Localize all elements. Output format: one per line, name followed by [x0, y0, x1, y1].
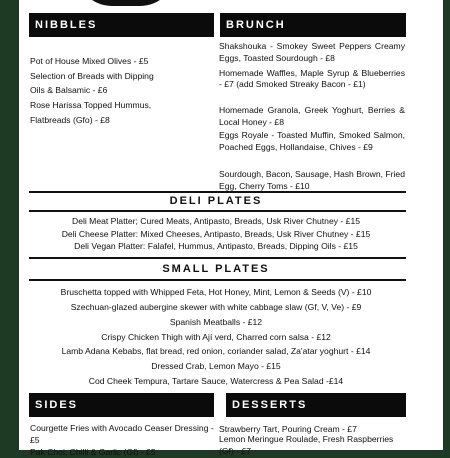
small-plates-item-5: Lamb Adana Kebabs, flat bread, red onion, coriander salad, Za'atar yoghurt - £14	[61, 346, 371, 356]
nibbles-item-3: Oils & Balsamic - £6	[30, 85, 108, 95]
deli-top-rule	[29, 191, 406, 193]
deli-item-2: Deli Cheese Platter: Mixed Cheeses, Antipasto, Breads, Usk River Chutney - £15	[61, 229, 371, 239]
desserts-header: DESSERTS	[226, 393, 406, 417]
desserts-item-2: Lemon Meringue Roulade, Fresh Raspberries (Gf) - £7	[219, 434, 394, 456]
sides-item-2: Pak Choi, Chilli & Garlic (Gf) - £5	[30, 447, 156, 457]
desserts-item-1: Strawberry Tart, Pouring Cream - £7	[219, 424, 357, 434]
brunch-item-1: Shakshouka - Smokey Sweet Peppers Creamy Eggs, Toasted Sourdough - £8	[219, 41, 405, 63]
deli-item-1: Deli Meat Platter; Cured Meats, Antipasto, Breads, Usk River Chutney - £15	[71, 216, 361, 226]
deli-item-3: Deli Vegan Platter: Falafel, Hummus, Antipasto, Breads, Dipping Oils - £15	[74, 241, 358, 251]
nibbles-item-5: Flatbreads (Gfo) - £8	[30, 115, 110, 125]
deli-plates-title: DELI PLATES	[169, 195, 263, 207]
brunch-header: BRUNCH	[220, 13, 406, 37]
logo-mark	[76, 0, 176, 6]
menu-page	[19, 0, 443, 457]
sides-item-1: Courgette Fries with Avocado Ceaser Dressing - £5	[30, 423, 214, 445]
deli-bottom-rule	[29, 210, 406, 212]
small-plates-item-1: Bruschetta topped with Whipped Feta, Hot Honey, Mint, Lemon & Seeds (V) - £10	[60, 287, 372, 297]
sides-header: SIDES	[29, 393, 214, 417]
brunch-item-5: Sourdough, Bacon, Sausage, Hash Brown, Fried Egg, Cherry Toms - £10	[219, 169, 405, 191]
small-plates-item-3: Spanish Meatballs - £12	[169, 317, 263, 327]
brunch-item-2: Homemade Waffles, Maple Syrup & Blueberries - £7 (add Smoked Streaky Bacon - £1)	[219, 68, 405, 89]
small-plates-item-6: Dressed Crab, Lemon Mayo - £15	[151, 361, 281, 371]
small-plates-item-7: Cod Cheek Tempura, Tartare Sauce, Watercress & Pea Salad -£14	[88, 376, 344, 386]
small-plates-item-4: Crispy Chicken Thigh with Ají verd, Charred corn salsa - £12	[101, 332, 331, 342]
brunch-item-4: Eggs Royale - Toasted Muffin, Smoked Salmon, Poached Eggs, Hollandaise, Chives - £9	[219, 130, 405, 152]
small-plates-title: SMALL PLATES	[162, 263, 270, 275]
nibbles-item-1: Pot of House Mixed Olives - £5	[30, 56, 149, 66]
nibbles-item-2: Selection of Breads with Dipping	[30, 71, 154, 81]
small-plates-item-2: Szechuan-glazed aubergine skewer with white cabbage slaw (Gf, V, Ve) - £9	[70, 302, 362, 312]
nibbles-header: NIBBLES	[29, 13, 214, 37]
small-plates-bottom-rule	[29, 279, 406, 281]
brunch-item-3: Homemade Granola, Greek Yoghurt, Berries & Local Honey - £8	[219, 105, 405, 127]
small-plates-top-rule	[29, 257, 406, 259]
nibbles-item-4: Rose Harissa Topped Hummus,	[30, 100, 152, 110]
